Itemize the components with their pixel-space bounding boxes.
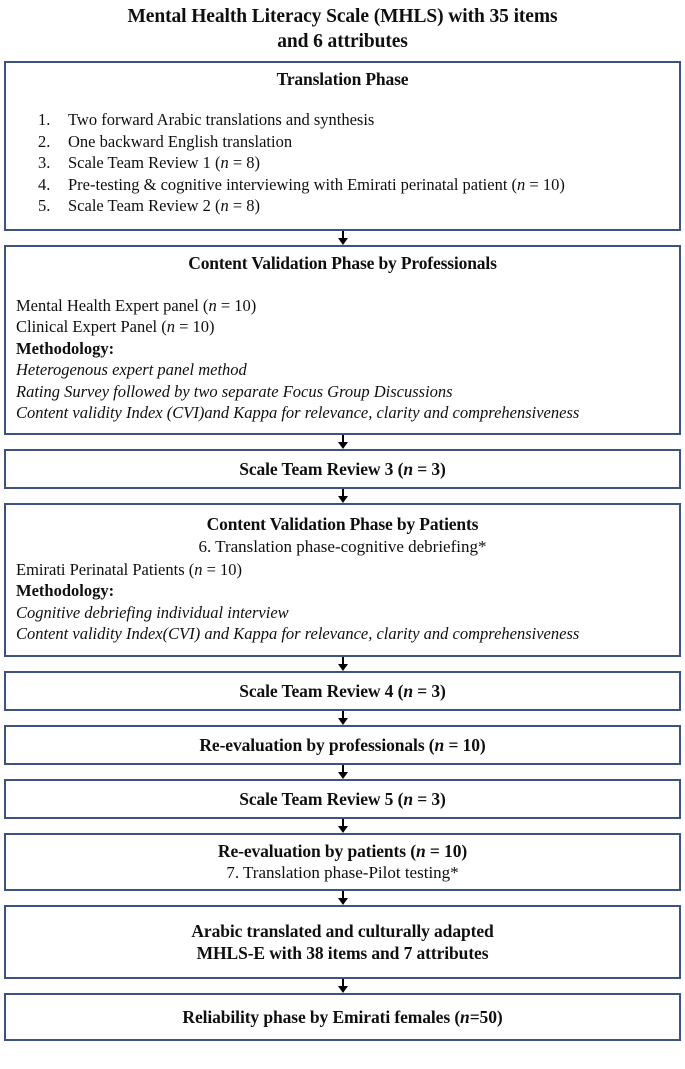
list-item: Scale Team Review 1 (n = 8) (68, 153, 261, 172)
translation-phase-heading: Translation Phase (276, 69, 409, 89)
translation-phase-list (16, 109, 669, 217)
down-arrow-icon (4, 489, 681, 503)
reevaluation-patients-heading: Re-evaluation by patients (n = 10) (217, 840, 468, 861)
down-arrow-icon (4, 979, 681, 993)
expert-panel-clinical: Clinical Expert Panel (n = 10) (16, 317, 215, 336)
down-arrow-icon (4, 891, 681, 905)
methodology-item: Heterogenous expert panel method (16, 360, 247, 379)
box-reevaluation-professionals (4, 725, 681, 765)
final-scale-line-2: MHLS-E with 38 items and 7 attributes (196, 942, 489, 963)
box-scale-team-review-3 (4, 449, 681, 489)
page-title-line-1: Mental Health Literacy Scale (MHLS) with 35 items (127, 6, 558, 27)
box-scale-team-review-4 (4, 671, 681, 711)
methodology-item: Content validity Index(CVI) and Kappa for relevance, clarity and comprehensiveness (16, 624, 580, 643)
down-arrow-icon (4, 657, 681, 671)
list-item: Scale Team Review 2 (n = 8) (68, 196, 261, 215)
reliability-phase-label: Reliability phase by Emirati females (n=50) (182, 1006, 503, 1027)
list-item: One backward English translation (68, 131, 293, 151)
box-content-validation-patients (4, 503, 681, 657)
final-scale-line-1: Arabic translated and culturally adapted (191, 920, 494, 941)
methodology-item: Rating Survey followed by two separate Focus Group Discussions (16, 381, 453, 401)
box-translation-phase (4, 61, 681, 231)
box-content-validation-professionals (4, 245, 681, 435)
content-validation-professionals-heading: Content Validation Phase by Professionals (188, 252, 497, 273)
box-scale-team-review-5 (4, 779, 681, 819)
list-item: Pre-testing & cognitive interviewing with Emirati perinatal patient (n = 10) (68, 174, 565, 194)
expert-panel-mental-health: Mental Health Expert panel (n = 10) (16, 295, 257, 315)
page-title (4, 0, 681, 54)
reevaluation-professionals-label: Re-evaluation by professionals (n = 10) (199, 734, 486, 755)
down-arrow-icon (4, 765, 681, 779)
page-title-line-2: and 6 attributes (277, 31, 408, 52)
down-arrow-icon (4, 231, 681, 245)
list-item: Two forward Arabic translations and synthesis (68, 110, 375, 129)
methodology-label: Methodology: (16, 338, 115, 358)
box-reevaluation-patients (4, 833, 681, 891)
down-arrow-icon (4, 711, 681, 725)
box-reliability-phase (4, 993, 681, 1041)
box-final-adapted-scale (4, 905, 681, 979)
scale-team-review-4-label: Scale Team Review 4 (n = 3) (239, 680, 446, 701)
methodology-label: Methodology: (16, 581, 115, 600)
down-arrow-icon (4, 819, 681, 833)
content-validation-patients-heading: Content Validation Phase by Patients (206, 513, 479, 534)
reevaluation-patients-subheading: 7. Translation phase-Pilot testing* (226, 862, 459, 882)
methodology-item: Content validity Index (CVI)and Kappa for relevance, clarity and comprehensiveness (16, 403, 580, 422)
emirati-perinatal-patients: Emirati Perinatal Patients (n = 10) (16, 559, 243, 579)
content-validation-patients-subheading: 6. Translation phase-cognitive debriefing* (198, 536, 487, 556)
down-arrow-icon (4, 435, 681, 449)
methodology-item: Cognitive debriefing individual interview (16, 602, 289, 622)
scale-team-review-5-label: Scale Team Review 5 (n = 3) (239, 788, 446, 809)
scale-team-review-3-label: Scale Team Review 3 (n = 3) (239, 458, 446, 479)
